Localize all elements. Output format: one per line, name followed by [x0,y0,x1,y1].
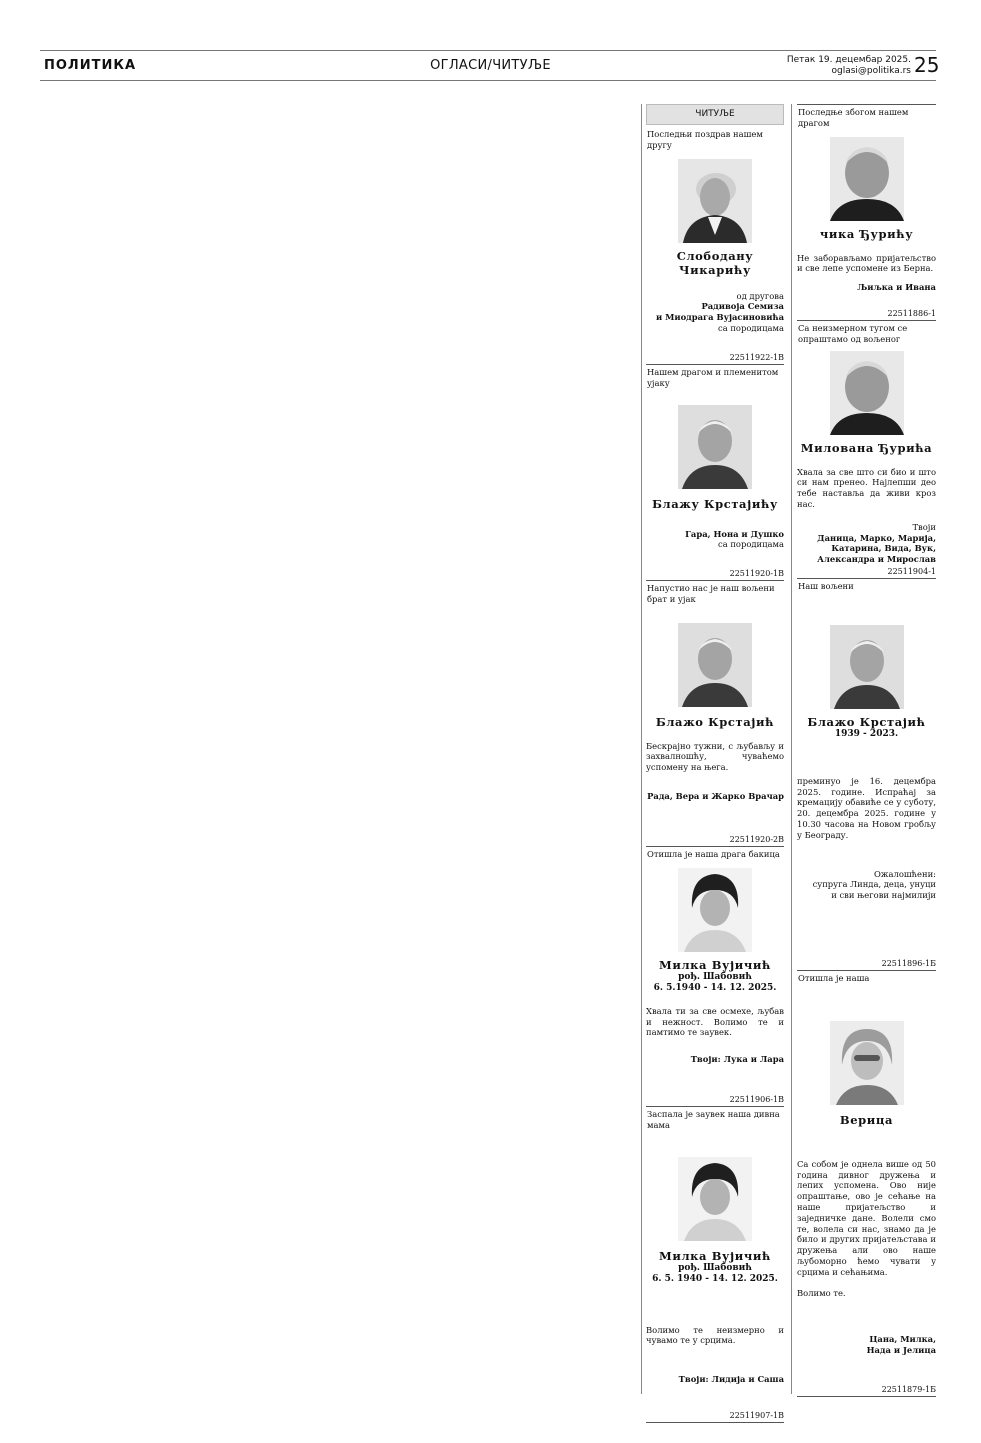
signature-line: Радивоја Семиза [701,301,784,312]
portrait-photo [678,623,752,707]
notice-intro: Наш вољени [798,581,854,591]
life-dates: 6. 5.1940 - 14. 12. 2025. [653,982,777,993]
ad-code: 22511922-1В [729,353,784,363]
ad-code: 22511920-2В [729,835,784,845]
portrait-photo [678,405,752,489]
ad-code: 22511920-1В [729,569,784,579]
signature-line: Александра и Мирослав [817,554,936,565]
notice-text: Не заборављамо пријатељство и све лепе успомене из Берна. [797,252,936,274]
portrait-photo [830,351,904,435]
portrait-photo [678,1157,752,1241]
notice-intro: Заспала је заувек наша дивна мама [647,1109,780,1130]
notice-intro: Напустио нас је наш вољени брат и ујак [647,583,775,604]
deceased-name: Слободану Чикарићу [676,248,754,277]
ad-code: 22511896-1Б [881,959,936,969]
obituary-notice [646,129,784,365]
portrait-photo [830,625,904,709]
signature-line: са породицама [718,322,784,333]
contact-email: oglasi@politika.rs [831,66,911,76]
notice-text: Са собом је однела више од 50 година дивног дружења и лепих успомена. Ово није опраштање, ово је сећање на наше пријатељство и заједничке дане. Волели смо те, волела си нас, знамо да је било и других пријатељстава и дружења али ово наше љубоморно ћемо чувати у срцима и сећањима. [797,1158,936,1277]
section-title: ОГЛАСИ/ЧИТУЉЕ [430,58,551,73]
signature-line: супруга Линда, деца, унуци [812,879,936,890]
signature-block [646,791,784,802]
signature-block [797,1334,936,1356]
deceased-name: Милка Вујичић [658,1248,771,1263]
column-divider-mid [791,104,792,1394]
signature-line: и сви његови најмилији [831,890,936,901]
obituary-column-2 [797,104,936,1397]
signature-line: Љиљка и Ивана [857,282,936,293]
ad-code: 22511906-1В [729,1095,784,1105]
signature-line: Катарина, Вида, Вук, [831,543,936,554]
ad-code: 22511879-1Б [881,1385,936,1395]
ad-code: 22511886-1 [887,309,936,319]
portrait-photo [830,137,904,221]
notice-text: Хвала ти за све осмехе, љубав и нежност. Волимо те и памтимо те заувек. [646,1005,784,1038]
signature-line: са породицама [718,539,784,550]
maiden-name: рођ. Шабовић [678,971,752,982]
signature-line: Нада и Јелица [866,1345,936,1356]
portrait-photo [830,1021,904,1105]
obituary-column-1 [646,104,784,1423]
dateline [787,55,911,77]
life-dates: 1939 - 2023. [834,728,899,739]
notice-intro: Нашем драгом и племенитом ујаку [647,367,779,388]
notice-text: Волимо те неизмерно и чувамо те у срцима. [646,1324,784,1346]
obituary-notice [797,323,936,579]
signature-line: Твоји [912,521,936,532]
obituary-notice [797,581,936,971]
obituaries-banner: ЧИТУЉЕ [646,104,784,125]
obituary-notice [646,583,784,847]
signature-line: Твоји: Лука и Лара [690,1054,784,1065]
obituary-notice [646,849,784,1107]
obituary-notice [646,367,784,581]
notice-intro: Последње збогом нашем драгом [798,107,909,128]
notice-intro: Отишла је наша драга бакица [647,849,780,859]
signature-block [646,1054,784,1065]
signature-line: Твоји: Лидија и Саша [678,1374,784,1385]
portrait-photo [678,159,752,243]
column-divider-left [641,104,642,1394]
signature-block [797,282,936,293]
portrait-photo [678,868,752,952]
signature-line: Цана, Милка, [869,1334,936,1345]
page-number: 25 [914,53,940,77]
obituary-notice [797,973,936,1397]
signature-line: и Миодрага Вујасиновића [655,312,784,323]
signature-line: Гара, Нона и Душко [685,528,784,539]
newspaper-logo: ПОЛИТИКА [44,58,137,73]
notice-text: преминуо је 16. децембра 2025. године. Испраћај за кремацију обавиће се у суботу, 20. децембра 2025. године у 10.30 часова на Новом гробљу у Београду. [797,775,936,840]
notice-intro: Отишла је наша [798,973,870,983]
issue-date: Петак 19. децембар 2025. [786,55,911,65]
ad-code: 22511904-1 [887,567,936,577]
deceased-name: Милка Вујичић [658,957,771,972]
signature-line: од другова [736,290,784,301]
signature-block [646,529,784,551]
signature-block [646,1374,784,1385]
signature-line: Ожалошћени: [873,868,936,879]
life-dates: 6. 5. 1940 - 14. 12. 2025. [652,1273,778,1284]
notice-text: Бескрајно тужни, с љубављу и захвалношћу, чуваћемо успомену на њега. [646,740,784,773]
obituary-notice [646,1109,784,1423]
deceased-name: Блажо Крстајић [655,714,775,729]
obituary-notice [797,107,936,321]
maiden-name: рођ. Шабовић [678,1262,752,1273]
signature-block [797,522,936,565]
ad-code: 22511907-1В [729,1411,784,1421]
signature-block [797,869,936,901]
notice-intro: Последњи поздрав нашем другу [647,129,763,150]
deceased-name: Милована Ђурића [800,440,933,455]
notice-text: Хвала за све што си био и што си нам пренео. Најлепши део тебе наставља да живи кроз нас. [797,466,936,509]
notice-intro: Са неизмерном тугом се опраштамо од вољеног [798,323,908,344]
deceased-name: чика Ђурићу [819,226,914,241]
deceased-name: Блажу Крстајићу [652,496,778,511]
signature-line: Даница, Марко, Марија, [817,532,936,543]
notice-text-closing: Волимо те. [797,1287,846,1298]
deceased-name: Верица [839,1112,894,1127]
signature-line: Рада, Вера и Жарко Врачар [647,790,784,801]
deceased-name: Блажо Крстајић [807,714,926,729]
signature-block [646,291,784,334]
